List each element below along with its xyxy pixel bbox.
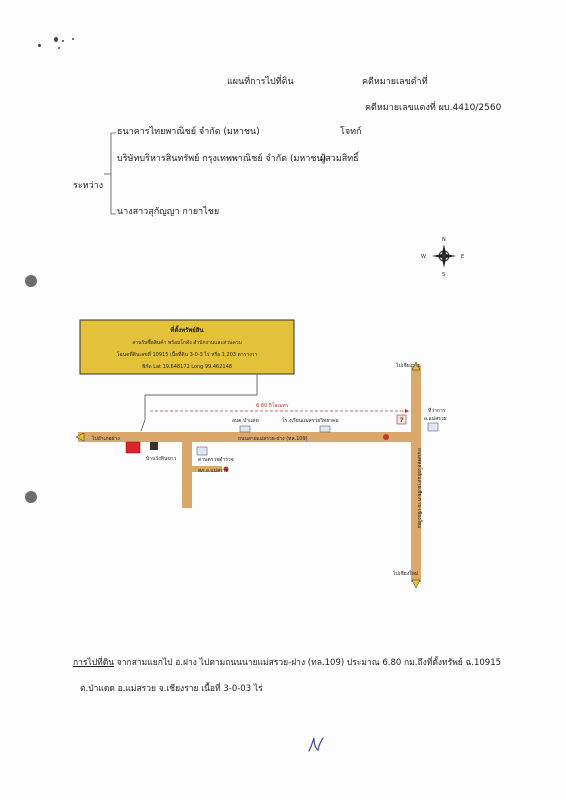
between-label: ระหว่าง [73,181,104,191]
directions-line2: ต.ป่าแดด อ.แม่สรวย จ.เชียงราย เนื้อที่ 3-0-03 ไร่ [80,684,263,694]
plaintiff-role: โจทก์ [340,127,362,137]
school-building-icon [320,426,330,432]
label-pacha-admin: อบต.ป่าแดด [232,418,259,424]
substitute-name: บริษัทบริหารสินทรัพย์ กรุงเทพพาณิชย์ จำกัด (มหาชน) [117,154,327,164]
admin-office-icon [240,426,250,432]
property-callout-line3: พิกัด Lat 19.648172 Long 99.462148 [142,364,232,370]
village-icon [150,442,158,450]
callout-leader-line [141,395,145,431]
label-school: โร.งเรียนแม่สรวยวิทยาคม [282,418,339,424]
side-road-south [182,442,192,508]
label-district-name: อ.แม่สรวย [424,416,447,422]
label-road-vertical: ถนนพหลโยธินสายเชียงราย-เชียงใหม่ [416,448,422,529]
police-checkpoint-icon [197,447,207,455]
label-road-main: ถนนสายแม่สรวย-ฝาง (ทล.109) [238,436,308,442]
substitute-role: ผู้สวมสิทธิ์ [320,154,359,164]
property-marker [126,442,140,453]
compass-north: N [442,237,446,243]
seven-eleven-number: 7 [399,417,404,424]
label-village: บ้านวังหินขาว [146,456,177,462]
defendant-name: นางสาวสุกัญญา กายาไชย [117,207,220,217]
property-callout-line2: โฉนดที่ดินเลขที่ 10915 เนื้อที่ดิน 3-0-3 ไร่ หรือ 1,203 ตารางวา [116,352,258,358]
red-case-number: คดีหมายเลขแดงที่ ผบ.4410/2560 [365,103,502,113]
label-police-checkpoint: ด่านตรวจตำรวจ [198,457,234,463]
label-district-office: ที่ว่าการ [428,408,446,414]
directions-heading: การไปที่ดิน [73,658,115,668]
label-to-chiang-rai: ไปเชียงราย [396,363,421,369]
directions-line1 [73,658,501,669]
directions-text-1: จากสามแยกไป อ.ฝาง ไปตามถนนนายแม่สรวย-ฝาง (ทล.109) ประมาณ 6.80 กม.ถึงที่ตั้งทรัพย์ ฉ.10915 [114,658,502,668]
label-to-fang: ไปอำเภอฝาง [92,436,120,442]
school-marker [383,434,389,440]
compass-west: W [421,254,426,260]
page-title: แผนที่การไปที่ดิน [227,77,294,87]
property-callout-title: ที่ตั้งทรัพย์สิน [170,327,204,334]
distance-label: 6.80 กิโลเมตร [256,403,289,409]
compass-south: S [442,272,446,278]
label-police-station: สภ.อ.แม่สรวย [198,468,229,474]
property-callout-line1: ลานรับซื้อสินค้า พร้อมโกดัง สำนักงานและส่วนควบ [132,340,242,346]
plaintiff-name: ธนาคารไทยพาณิชย์ จำกัด (มหาชน) [117,127,260,137]
district-office-icon [428,423,438,431]
signature [306,735,326,755]
label-to-chiang-mai: ไปเชียงใหม่ [393,571,419,577]
compass-east: E [461,254,465,260]
black-case-number: คดีหมายเลขดำที่ [362,77,428,87]
arrow-to-chiang-mai-icon [412,580,420,588]
